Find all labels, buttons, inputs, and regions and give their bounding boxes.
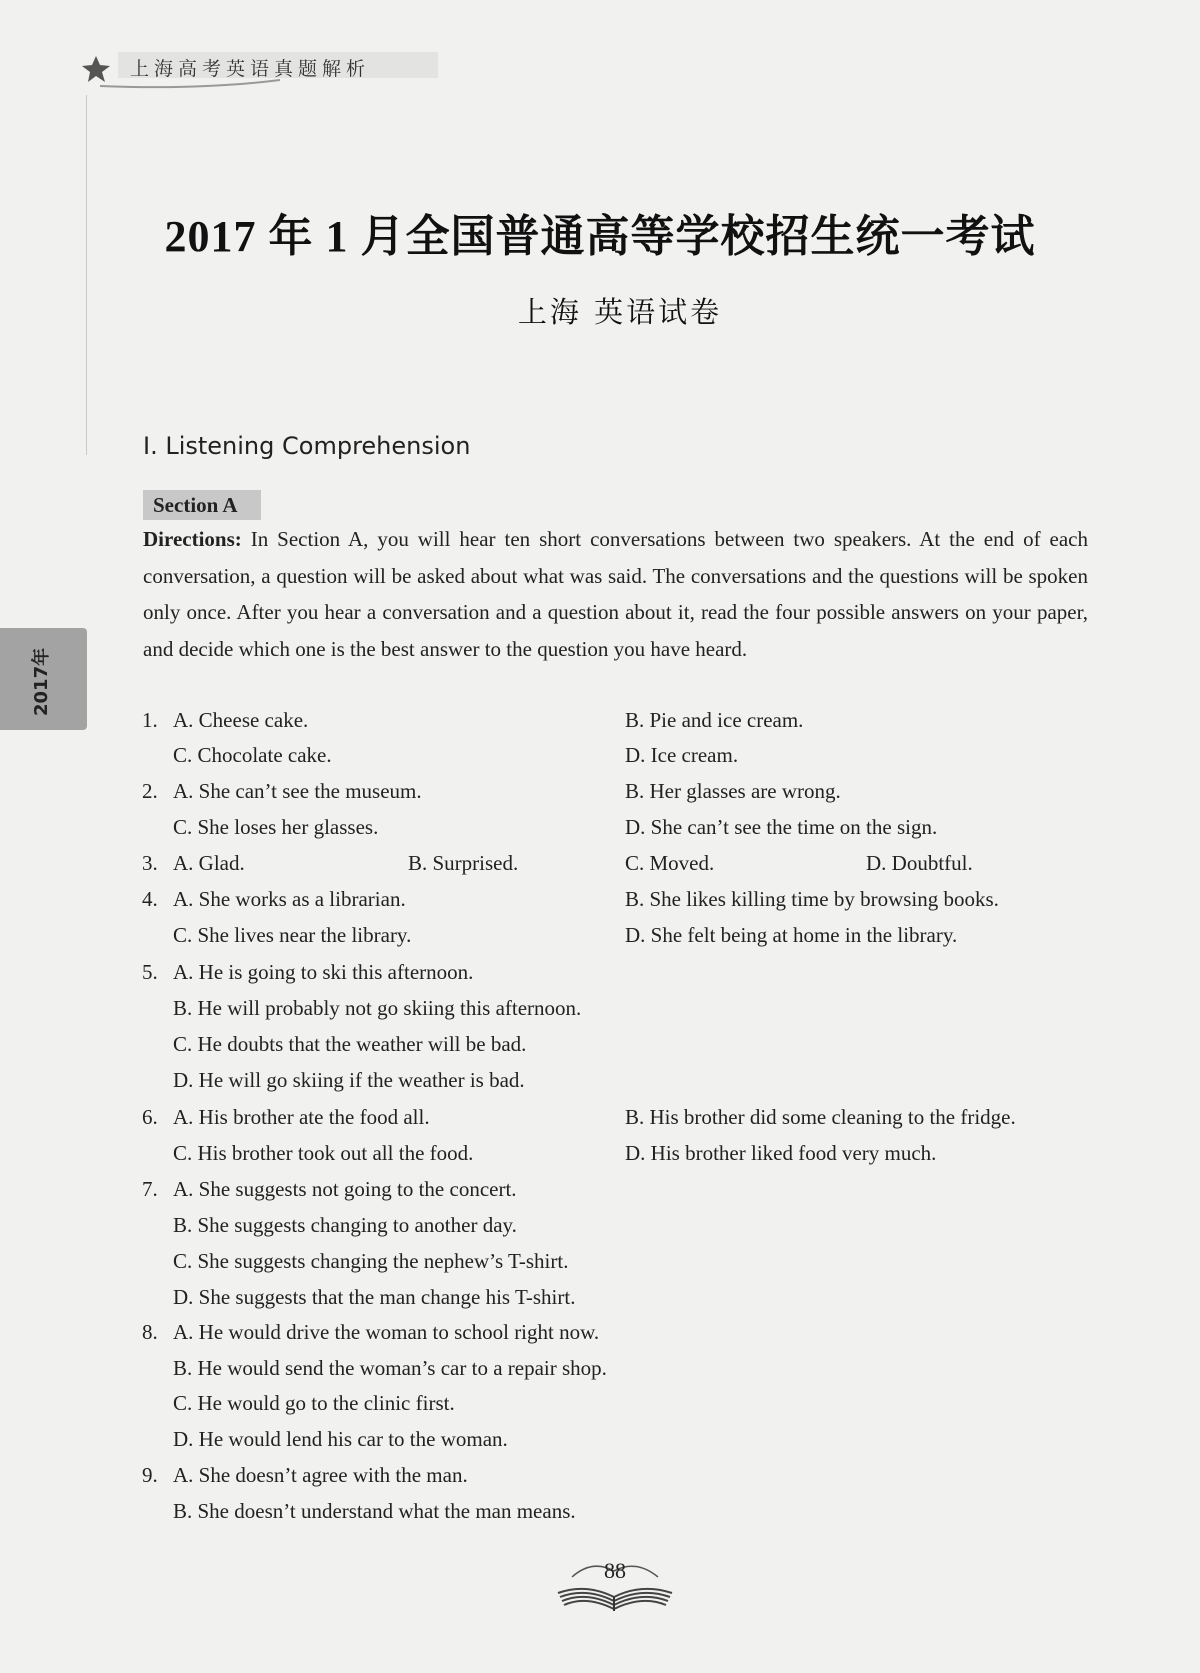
question-number: 2.: [142, 779, 158, 803]
question-number: 1.: [142, 708, 158, 732]
option-c: C. He would go to the clinic first.: [173, 1391, 455, 1415]
option-b: B. She suggests changing to another day.: [173, 1213, 517, 1237]
option-b: B. He would send the woman’s car to a repair shop.: [173, 1356, 607, 1380]
option-a: A. Glad.: [173, 851, 245, 875]
option-a: A. She works as a librarian.: [173, 887, 406, 911]
series-header: [80, 50, 440, 88]
question-number: 5.: [142, 960, 158, 984]
option-a: A. She doesn’t agree with the man.: [173, 1463, 468, 1487]
option-c: C. She lives near the library.: [173, 923, 412, 947]
option-a: A. Cheese cake.: [173, 708, 309, 732]
series-title: 上海高考英语真题解析: [130, 58, 371, 80]
option-d: D. She suggests that the man change his T-shirt.: [173, 1285, 576, 1309]
option-b: B. She doesn’t understand what the man means.: [173, 1499, 576, 1523]
option-c: C. She suggests changing the nephew’s T-shirt.: [173, 1249, 569, 1273]
option-d: D. Doubtful.: [866, 851, 973, 875]
option-d: D. He would lend his car to the woman.: [173, 1427, 508, 1451]
option-b: B. He will probably not go skiing this afternoon.: [173, 996, 582, 1020]
option-b: B. Pie and ice cream.: [625, 708, 804, 732]
question-number: 3.: [142, 851, 158, 875]
directions-label: Directions:: [143, 527, 242, 551]
year-label: 2017年: [31, 647, 52, 716]
question-number: 4.: [142, 887, 158, 911]
option-d: D. She felt being at home in the library.: [625, 923, 958, 947]
year-side-tab: [0, 628, 87, 730]
option-a: A. His brother ate the food all.: [173, 1105, 430, 1129]
option-a: A. She can’t see the museum.: [173, 779, 422, 803]
option-b: B. Surprised.: [408, 851, 519, 875]
option-d: D. Ice cream.: [625, 743, 739, 767]
margin-rule: [86, 95, 87, 455]
question-number: 9.: [142, 1463, 158, 1487]
option-c: C. His brother took out all the food.: [173, 1141, 474, 1165]
option-c: C. She loses her glasses.: [173, 815, 379, 839]
option-a: A. He would drive the woman to school right now.: [173, 1320, 600, 1344]
part-heading: I. Listening Comprehension: [143, 432, 471, 460]
directions-paragraph: [143, 521, 1088, 667]
question-number: 7.: [142, 1177, 158, 1201]
question-number: 8.: [142, 1320, 158, 1344]
option-b: B. Her glasses are wrong.: [625, 779, 841, 803]
option-c: C. He doubts that the weather will be bad.: [173, 1032, 527, 1056]
option-d: D. She can’t see the time on the sign.: [625, 815, 938, 839]
option-d: D. He will go skiing if the weather is bad.: [173, 1068, 525, 1092]
page-title: 2017 年 1 月全国普通高等学校招生统一考试: [164, 212, 1036, 261]
section-label: Section A: [143, 490, 261, 520]
option-a: A. She suggests not going to the concert.: [173, 1177, 517, 1201]
option-d: D. His brother liked food very much.: [625, 1141, 937, 1165]
option-b: B. His brother did some cleaning to the fridge.: [625, 1105, 1016, 1129]
option-b: B. She likes killing time by browsing books.: [625, 887, 999, 911]
page-subtitle: 上海 英语试卷: [517, 295, 723, 329]
option-c: C. Chocolate cake.: [173, 743, 332, 767]
page-number: 88: [604, 1558, 626, 1583]
option-c: C. Moved.: [625, 851, 715, 875]
directions-text: In Section A, you will hear ten short conversations between two speakers. At the end of each conversation, a question will be asked about what was said. The conversations and the questions will be spoken only once. After you hear a conversation and a question about it, read the four possible answers on your paper, and decide which one is the best answer to the question you have heard.: [143, 527, 1088, 661]
question-number: 6.: [142, 1105, 158, 1129]
option-a: A. He is going to ski this afternoon.: [173, 960, 474, 984]
